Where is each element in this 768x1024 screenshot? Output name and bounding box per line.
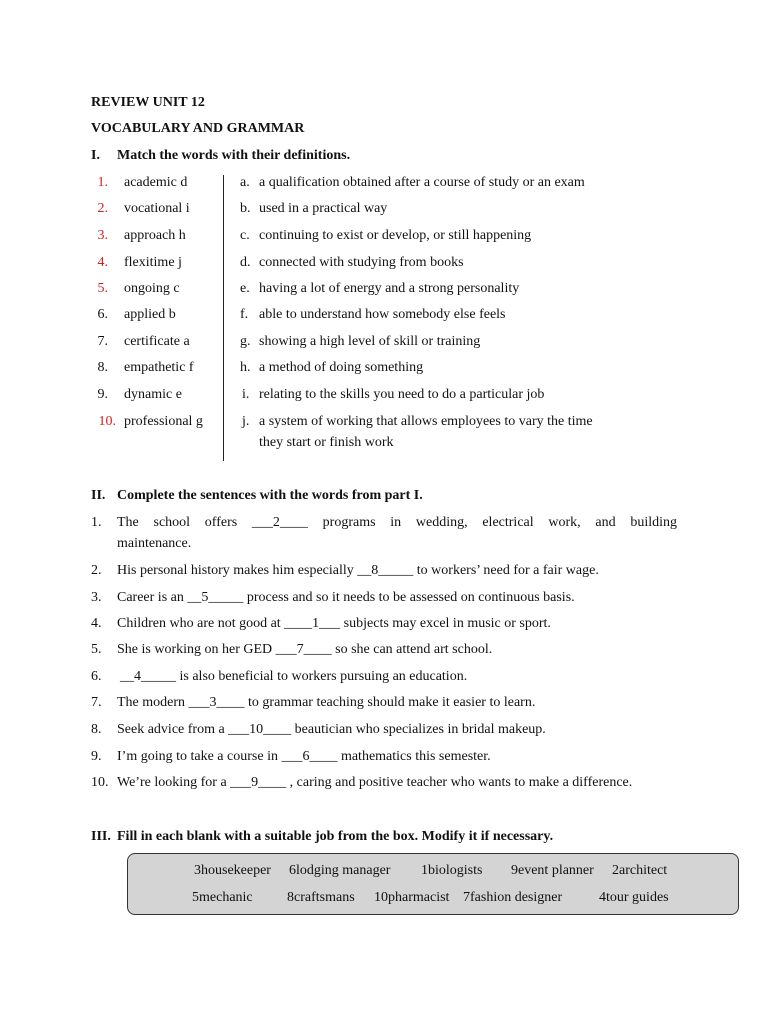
job-word: 3housekeeper	[194, 863, 271, 878]
part1-numeral: I.	[91, 148, 100, 163]
definition-text: able to understand how somebody else feels	[259, 307, 506, 322]
definition-letter: a.	[240, 175, 250, 190]
word-item: applied b	[124, 307, 176, 322]
part1-instruction: Match the words with their definitions.	[117, 148, 351, 163]
definition-letter: d.	[240, 255, 251, 270]
job-word: 4tour guides	[599, 890, 669, 905]
word-item: professional g	[124, 414, 203, 429]
definition-letter: i.	[242, 387, 250, 402]
sentence-text: His personal history makes him especially __8_____ to workers’ need for a fair wage.	[117, 563, 599, 578]
definition-letter: b.	[240, 201, 251, 216]
definition-text: connected with studying from books	[259, 255, 464, 270]
word-number: 7.	[97, 334, 108, 349]
sentence-text: __4_____ is also beneficial to workers pursuing an education.	[120, 669, 468, 684]
word-number: 2.	[97, 201, 108, 216]
definition-text: showing a high level of skill or training	[259, 334, 481, 349]
sentence-number: 1.	[91, 515, 102, 530]
definition-text: continuing to exist or develop, or still happening	[259, 228, 532, 243]
word-number: 4.	[97, 255, 108, 270]
job-word: 1biologists	[421, 863, 483, 878]
definition-letter: e.	[240, 281, 250, 296]
part3-numeral: III.	[91, 829, 111, 844]
sentence-text-continued: maintenance.	[117, 536, 192, 551]
sentence-number: 7.	[91, 695, 102, 710]
sentence-text: We’re looking for a ___9____ , caring and positive teacher who wants to make a difference.	[117, 775, 633, 790]
word-item: flexitime j	[124, 255, 182, 270]
part2-numeral: II.	[91, 488, 106, 503]
job-word: 6lodging manager	[289, 863, 391, 878]
part2-instruction: Complete the sentences with the words from part I.	[117, 488, 423, 503]
sentence-number: 8.	[91, 722, 102, 737]
word-number: 3.	[97, 228, 108, 243]
word-number: 1.	[97, 175, 108, 190]
job-word: 2architect	[612, 863, 668, 878]
definition-text-continued: they start or finish work	[259, 435, 394, 450]
job-word: 9event planner	[511, 863, 594, 878]
definition-text: used in a practical way	[259, 201, 388, 216]
job-word: 10pharmacist	[374, 890, 450, 905]
sentence-text: I’m going to take a course in ___6____ mathematics this semester.	[117, 749, 491, 764]
sentence-text: Career is an __5_____ process and so it needs to be assessed on continuous basis.	[117, 590, 575, 605]
definition-letter: g.	[240, 334, 251, 349]
definition-text: relating to the skills you need to do a particular job	[259, 387, 545, 402]
definition-letter: j.	[242, 414, 250, 429]
sentence-text: Seek advice from a ___10____ beautician who specializes in bridal makeup.	[117, 722, 546, 737]
sentence-text: The modern ___3____ to grammar teaching should make it easier to learn.	[117, 695, 536, 710]
definition-letter: c.	[240, 228, 250, 243]
definition-text: a method of doing something	[259, 360, 424, 375]
sentence-number: 4.	[91, 616, 102, 631]
sentence-number: 6.	[91, 669, 102, 684]
definition-text: a qualification obtained after a course of study or an exam	[259, 175, 585, 190]
word-number: 5.	[97, 281, 108, 296]
job-word: 7fashion designer	[463, 890, 563, 905]
job-word: 8craftsmans	[287, 890, 355, 905]
sentence-number: 5.	[91, 642, 102, 657]
definition-text: having a lot of energy and a strong personality	[259, 281, 520, 296]
part3-instruction: Fill in each blank with a suitable job from the box. Modify it if necessary.	[117, 829, 554, 844]
sentence-text: Children who are not good at ____1___ subjects may excel in music or sport.	[117, 616, 551, 631]
word-item: vocational i	[124, 201, 190, 216]
column-divider	[223, 175, 224, 461]
review-title: REVIEW UNIT 12	[91, 95, 205, 110]
word-number: 6.	[97, 307, 108, 322]
sentence-number: 2.	[91, 563, 102, 578]
definition-letter: h.	[240, 360, 251, 375]
word-item: certificate a	[124, 334, 190, 349]
word-item: academic d	[124, 175, 188, 190]
job-word-box	[127, 853, 739, 915]
sentence-number: 10.	[91, 775, 109, 790]
definition-text: a system of working that allows employees to vary the time	[259, 414, 593, 429]
sentence-text: She is working on her GED ___7____ so she can attend art school.	[117, 642, 493, 657]
job-word: 5mechanic	[192, 890, 253, 905]
word-number: 9.	[97, 387, 108, 402]
sentence-number: 9.	[91, 749, 102, 764]
word-item: ongoing c	[124, 281, 180, 296]
word-number: 8.	[97, 360, 108, 375]
section-title: VOCABULARY AND GRAMMAR	[91, 121, 305, 136]
word-item: approach h	[124, 228, 186, 243]
word-item: dynamic e	[124, 387, 182, 402]
sentence-text: The school offers ___2____ programs in wedding, electrical work, and building	[117, 515, 677, 530]
word-number: 10.	[98, 414, 116, 429]
definition-letter: f.	[240, 307, 249, 322]
sentence-number: 3.	[91, 590, 102, 605]
word-item: empathetic f	[124, 360, 194, 375]
